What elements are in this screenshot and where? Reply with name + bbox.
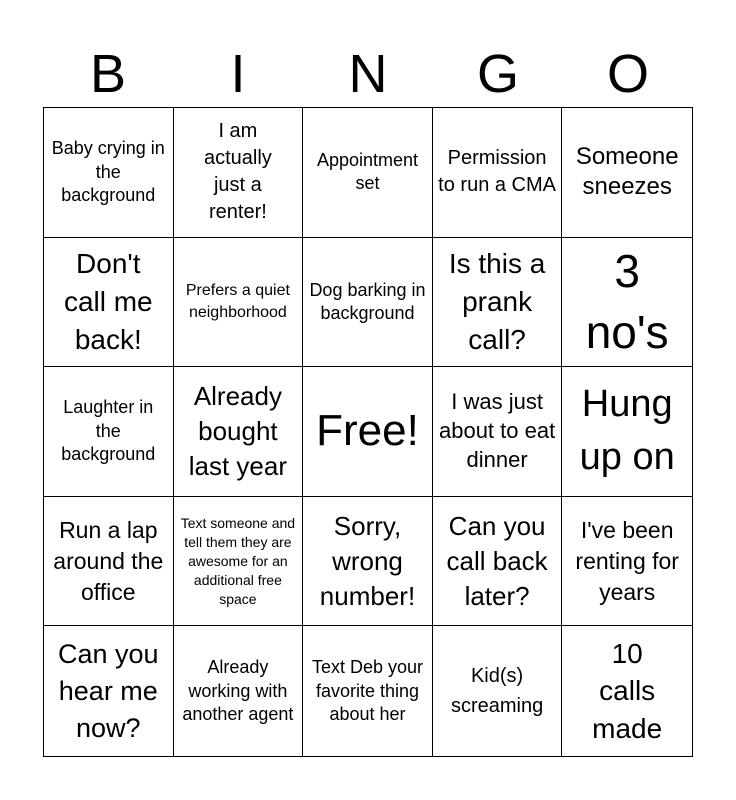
header-letter-i: I — [230, 44, 246, 104]
cell-text: Don't call me back! — [63, 248, 153, 355]
cell-text: I am actually just a renter! — [203, 119, 272, 224]
cell-text: Someone sneezes — [575, 142, 679, 201]
cell-text: Dog barking in background — [309, 279, 426, 323]
bingo-cell[interactable] — [44, 626, 174, 756]
bingo-cell[interactable] — [303, 497, 433, 627]
header-letter-o: O — [606, 44, 649, 104]
bingo-cell[interactable] — [44, 367, 174, 497]
bingo-cell[interactable] — [562, 367, 692, 497]
bingo-cell[interactable] — [44, 497, 174, 627]
bingo-cell[interactable] — [44, 108, 174, 238]
header-letter-n: N — [348, 44, 388, 104]
bingo-cell[interactable] — [303, 108, 433, 238]
cell-text: Text Deb your favorite thing about her — [311, 657, 424, 724]
bingo-cell[interactable] — [433, 367, 563, 497]
bingo-cell[interactable] — [44, 238, 174, 368]
cell-text: Free! — [316, 406, 419, 456]
cell-text: I was just about to eat dinner — [438, 389, 556, 472]
cell-text: Appointment set — [316, 149, 419, 194]
cell-text: Baby crying in the background — [51, 138, 165, 205]
header-letter-g: G — [476, 44, 519, 104]
cell-text: Can you hear me now? — [58, 639, 159, 743]
bingo-cell[interactable] — [433, 626, 563, 756]
cell-text: I've been renting for years — [575, 516, 679, 605]
cell-text: Run a lap around the office — [53, 516, 164, 605]
cell-text: Sorry, wrong number! — [319, 510, 416, 611]
bingo-header — [43, 40, 693, 108]
bingo-cell[interactable] — [303, 238, 433, 368]
bingo-card — [43, 107, 693, 757]
cell-text: Permission to run a CMA — [438, 147, 556, 197]
cell-text: 3 no's — [585, 245, 669, 358]
cell-text: Kid(s) screaming — [450, 665, 544, 718]
bingo-cell[interactable] — [303, 626, 433, 756]
bingo-cell[interactable] — [174, 367, 304, 497]
cell-text: Can you call back later? — [446, 510, 548, 611]
cell-text: Already working with another agent — [182, 657, 294, 724]
cell-text: Prefers a quiet neighborhood — [185, 281, 290, 321]
cell-text: 10 calls made — [592, 637, 663, 745]
cell-text: Already bought last year — [188, 381, 288, 481]
bingo-cell[interactable] — [433, 497, 563, 627]
bingo-cell[interactable] — [174, 626, 304, 756]
bingo-cell[interactable] — [562, 497, 692, 627]
cell-text: Text someone and tell them they are awesome for an additional free space — [180, 514, 296, 607]
cell-text: Is this a prank call? — [448, 248, 546, 355]
header-letter-b: B — [89, 44, 127, 104]
bingo-cell[interactable] — [174, 497, 304, 627]
bingo-cell[interactable] — [562, 238, 692, 368]
bingo-cell[interactable] — [174, 238, 304, 368]
bingo-cell[interactable] — [303, 367, 433, 497]
bingo-cell[interactable] — [433, 108, 563, 238]
cell-text: Hung up on — [579, 382, 675, 479]
bingo-cell[interactable] — [174, 108, 304, 238]
bingo-cell[interactable] — [562, 626, 692, 756]
bingo-cell[interactable] — [562, 108, 692, 238]
bingo-cell[interactable] — [433, 238, 563, 368]
cell-text: Laughter in the background — [61, 397, 156, 465]
